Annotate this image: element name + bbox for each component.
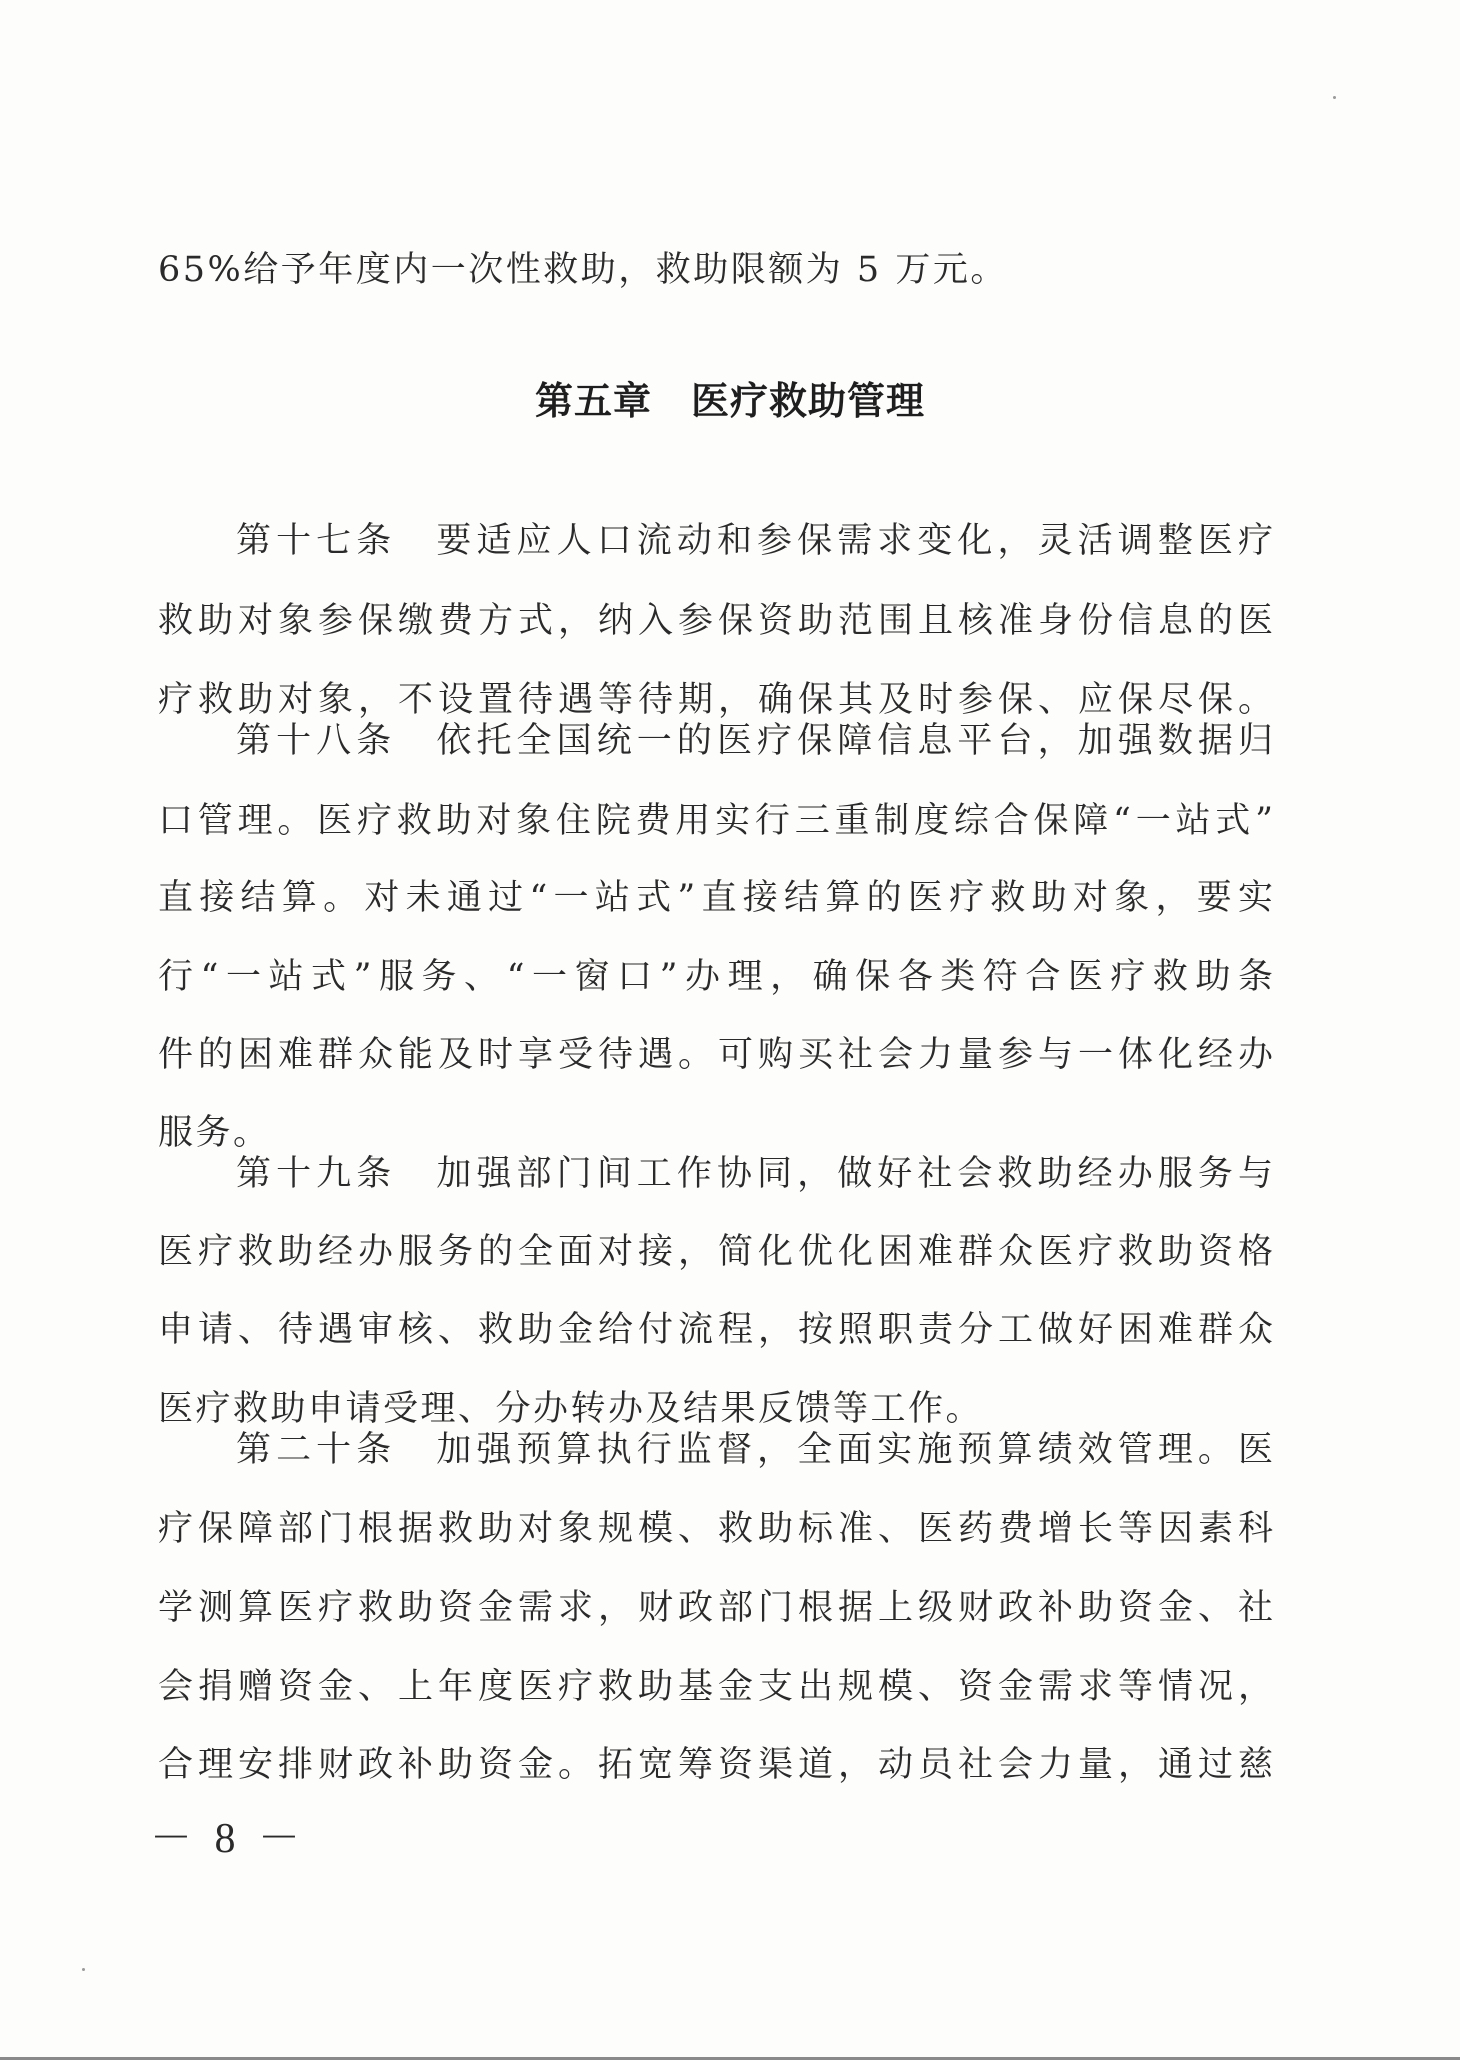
paragraph-line: 行“一站式”服务、“一窗口”办理，确保各类符合医疗救助条	[158, 957, 1273, 997]
paragraph-line: 救助对象参保缴费方式，纳入参保资助范围且核准身份信息的医	[158, 601, 1273, 641]
paragraph-line: 合理安排财政补助资金。拓宽筹资渠道，动员社会力量，通过慈	[158, 1745, 1273, 1785]
page-number: － 8 －	[150, 1816, 307, 1862]
paragraph-line: 第二十条 加强预算执行监督，全面实施预算绩效管理。医	[236, 1430, 1273, 1470]
scan-speck	[82, 1968, 85, 1971]
paragraph-line: 疗救助对象，不设置待遇等待期，确保其及时参保、应保尽保。	[158, 680, 1273, 720]
paragraph-line: 医疗救助申请受理、分办转办及结果反馈等工作。	[158, 1389, 984, 1429]
chapter-title: 第五章 医疗救助管理	[534, 379, 925, 423]
paragraph-line: 件的困难群众能及时享受待遇。可购买社会力量参与一体化经办	[158, 1035, 1273, 1075]
paragraph-line: 服务。	[158, 1113, 271, 1153]
paragraph-line: 第十九条 加强部门间工作协同，做好社会救助经办服务与	[236, 1154, 1273, 1194]
paragraph-line: 会捐赠资金、上年度医疗救助基金支出规模、资金需求等情况，	[158, 1667, 1273, 1707]
paragraph-line: 口管理。医疗救助对象住院费用实行三重制度综合保障“一站式”	[158, 801, 1273, 841]
opening-line: 65%给予年度内一次性救助，救助限额为 5 万元。	[158, 250, 1008, 290]
paragraph-line: 申请、待遇审核、救助金给付流程，按照职责分工做好困难群众	[158, 1310, 1273, 1350]
paragraph-line: 学测算医疗救助资金需求，财政部门根据上级财政补助资金、社	[158, 1588, 1273, 1628]
paragraph-line: 医疗救助经办服务的全面对接，简化优化困难群众医疗救助资格	[158, 1232, 1273, 1272]
paragraph-line: 第十八条 依托全国统一的医疗保障信息平台，加强数据归	[236, 721, 1273, 761]
paragraph-line: 疗保障部门根据救助对象规模、救助标准、医药费增长等因素科	[158, 1509, 1273, 1549]
paragraph-line: 第十七条 要适应人口流动和参保需求变化，灵活调整医疗	[236, 521, 1273, 561]
scan-speck	[1333, 96, 1336, 99]
paragraph-line: 直接结算。对未通过“一站式”直接结算的医疗救助对象，要实	[158, 878, 1273, 918]
